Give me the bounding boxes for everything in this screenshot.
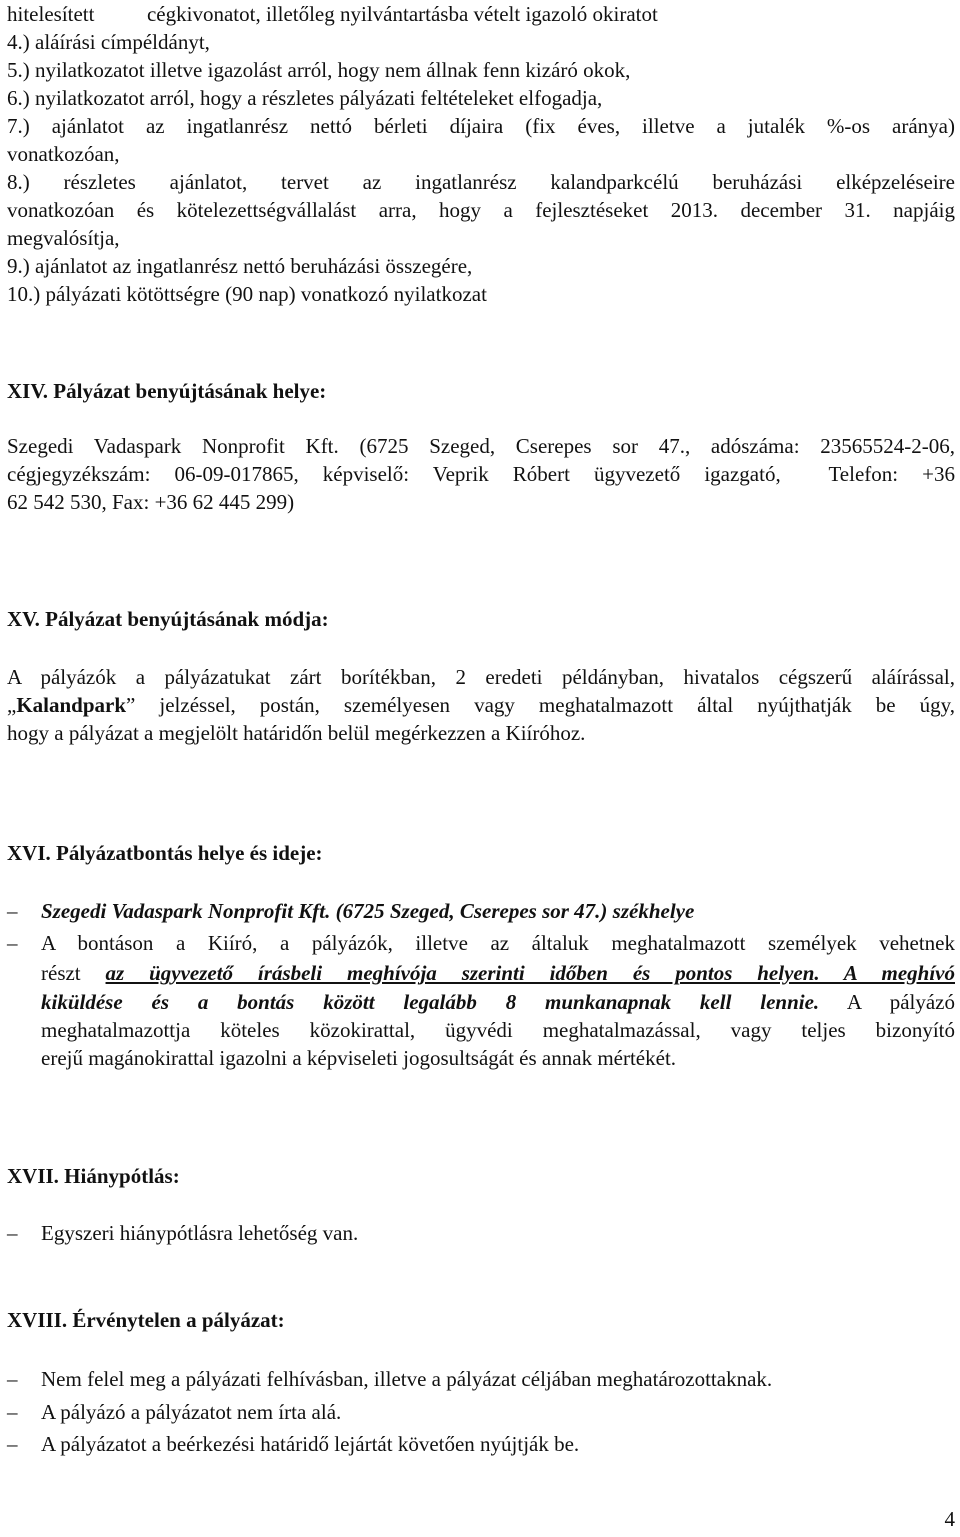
paragraph-line: [7, 691, 955, 719]
paragraph-line: cégjegyzékszám: 06-09-017865, képviselő: Veprik Róbert ügyvezető igazgató, Telefon: +36: [7, 462, 955, 486]
list-item: hitelesített cégkivonatot, illetőleg nyilvántartásba vételt igazoló okiratot: [7, 2, 658, 26]
bullet-line: erejű magánokirattal igazolni a képviseleti jogosultságát és annak mértékét.: [41, 1046, 677, 1070]
bullet-item: [7, 1365, 955, 1393]
section-heading-xiv: XIV. Pályázat benyújtásának helye:: [7, 379, 327, 403]
list-item: 5.) nyilatkozatot illetve igazolást arról, hogy nem állnak fenn kizáró okok,: [7, 58, 631, 82]
paragraph-line: A pályázók a pályázatukat zárt borítékban, 2 eredeti példányban, hivatalos cégszerű aláírással,: [7, 665, 955, 689]
bullet-text: A pályázó a pályázatot nem írta alá.: [41, 1400, 342, 1424]
section-heading-xvii: XVII. Hiánypótlás:: [7, 1164, 180, 1188]
paragraph-line: 62 542 530, Fax: +36 62 445 299): [7, 490, 295, 514]
emphasis-text: kiküldése és a bontás között legalább 8 munkanapnak kell lennie.: [41, 990, 820, 1014]
section-heading-xviii: XVIII. Érvénytelen a pályázat:: [7, 1308, 285, 1332]
dash-bullet: –: [7, 1367, 18, 1391]
underlined-emphasis: az ügyvezető írásbeli meghívója szerinti időben és pontos helyen. A meghívó: [105, 961, 955, 985]
list-item: 4.) aláírási címpéldányt,: [7, 30, 210, 54]
list-item: megvalósítja,: [7, 226, 120, 250]
quote-open: „: [7, 693, 17, 717]
bullet-line: [41, 988, 955, 1016]
bullet-text: Nem felel meg a pályázati felhívásban, illetve a pályázat céljában meghatározottaknak.: [41, 1367, 773, 1391]
keyword-kalandpark: Kalandpark: [16, 693, 127, 717]
bullet-line-text: részt: [41, 961, 106, 985]
paragraph-line: Szegedi Vadaspark Nonprofit Kft. (6725 Szeged, Cserepes sor 47., adószáma: 23565524-2-06,: [7, 434, 955, 458]
bullet-text: Szegedi Vadaspark Nonprofit Kft. (6725 Szeged, Cserepes sor 47.) székhelye: [41, 899, 695, 923]
dash-bullet: –: [7, 931, 18, 955]
bullet-text: [41, 929, 955, 1072]
list-item: 6.) nyilatkozatot arról, hogy a részletes pályázati feltételeket elfogadja,: [7, 86, 603, 110]
bullet-item: [7, 929, 955, 1072]
dash-bullet: –: [7, 1400, 18, 1424]
required-documents-list: [7, 0, 955, 308]
bullet-line-text: A pályázó: [819, 990, 955, 1014]
section-heading-xv: XV. Pályázat benyújtásának módja:: [7, 607, 329, 631]
list-item: 7.) ajánlatot az ingatlanrész nettó bérleti díjaira (fix éves, illetve a jutalék %-os aránya): [7, 114, 955, 138]
page-number: 4: [944, 1507, 955, 1531]
list-item: 9.) ajánlatot az ingatlanrész nettó beruházási összegére,: [7, 254, 473, 278]
dash-bullet: –: [7, 1432, 18, 1456]
list-item: 10.) pályázati kötöttségre (90 nap) vonatkozó nyilatkozat: [7, 282, 487, 306]
bullet-text: Egyszeri hiánypótlásra lehetőség van.: [41, 1221, 359, 1245]
bullet-item: [7, 897, 955, 925]
dash-bullet: –: [7, 899, 18, 923]
paragraph-text: ” jelzéssel, postán, személyesen vagy meghatalmazott által nyújthatják be úgy,: [126, 693, 955, 717]
list-item: vonatkozóan és kötelezettségvállalást arra, hogy a fejlesztéseket 2013. december 31. napjáig: [7, 198, 955, 222]
bullet-line: meghatalmazottja köteles közokirattal, ügyvédi meghatalmazással, vagy teljes bizonyító: [41, 1018, 955, 1042]
submission-place-paragraph: [7, 432, 955, 516]
emphasis-text: [106, 961, 955, 985]
bullet-line: [41, 959, 955, 987]
paragraph-line: hogy a pályázat a megjelölt határidőn belül megérkezzen a Kiíróhoz.: [7, 721, 586, 745]
submission-method-paragraph: [7, 663, 955, 747]
bullet-text: A pályázatot a beérkezési határidő lejártát követően nyújtják be.: [41, 1432, 580, 1456]
section-heading-xvi: XVI. Pályázatbontás helye és ideje:: [7, 841, 323, 865]
document-page: [7, 0, 955, 1537]
list-item: vonatkozóan,: [7, 142, 120, 166]
bullet-item: [7, 1430, 955, 1458]
list-item: 8.) részletes ajánlatot, tervet az ingatlanrész kalandparkcélú beruházási elképzeléseire: [7, 170, 955, 194]
bullet-item: [7, 1398, 955, 1426]
bullet-line: A bontáson a Kiíró, a pályázók, illetve az általuk meghatalmazott személyek vehetnek: [41, 931, 955, 955]
dash-bullet: –: [7, 1221, 18, 1245]
bullet-item: [7, 1219, 955, 1247]
